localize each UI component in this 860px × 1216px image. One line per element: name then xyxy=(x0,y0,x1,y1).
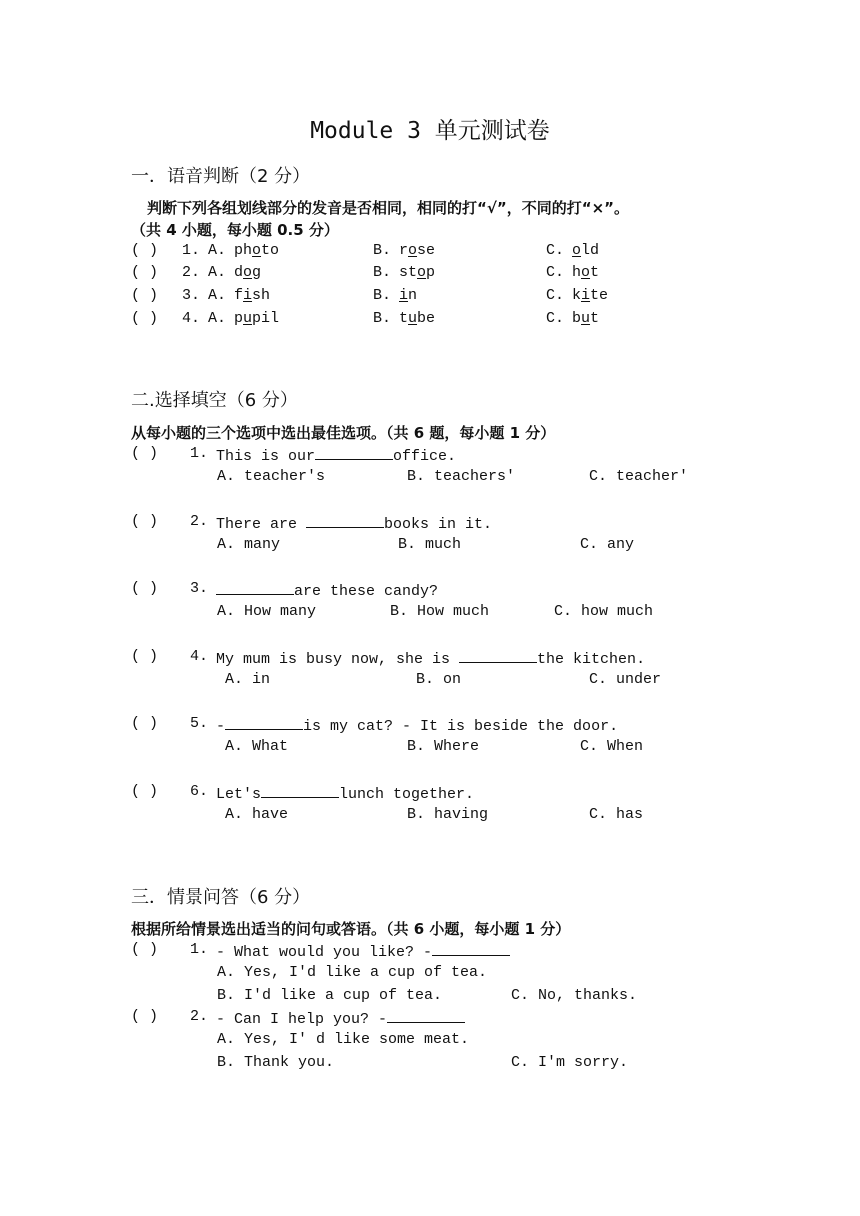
option-label: C. xyxy=(546,287,565,304)
option-word-c: old xyxy=(572,242,600,259)
underlined-letter: o xyxy=(408,242,418,259)
option-word-b: tube xyxy=(399,310,436,327)
answer-blank[interactable] xyxy=(225,715,303,730)
question-text: - Can I help you? - xyxy=(216,1008,465,1028)
option-a: A. teacher's xyxy=(217,468,326,485)
option-word-c: kite xyxy=(572,287,609,304)
option-a: A. have xyxy=(225,806,289,823)
option-c: C. When xyxy=(580,738,644,755)
underlined-letter: o xyxy=(417,264,427,281)
answer-paren: ( ) xyxy=(131,242,159,259)
answer-blank[interactable] xyxy=(459,648,537,663)
underlined-letter: u xyxy=(581,310,591,327)
question-number: 2. xyxy=(190,513,209,530)
section3-heading: 三．情景问答（6 分） xyxy=(131,887,311,908)
option-word-c: but xyxy=(572,310,600,327)
option-label: A. xyxy=(208,287,227,304)
answer-paren: ( ) xyxy=(131,445,159,462)
section3-instruction: 根据所给情景选出适当的问句或答语。（共 6 小题，每小题 1 分） xyxy=(131,920,571,938)
answer-blank[interactable] xyxy=(432,941,510,956)
option-b: B. Thank you. xyxy=(217,1054,335,1071)
option-c: C. how much xyxy=(554,603,654,620)
answer-blank[interactable] xyxy=(306,513,384,528)
question-number: 4. xyxy=(182,310,201,327)
question-text: - What would you like? - xyxy=(216,941,510,961)
answer-paren: ( ) xyxy=(131,941,159,958)
option-b: B. on xyxy=(416,671,462,688)
underlined-letter: o xyxy=(581,264,591,281)
section2-instruction: 从每小题的三个选项中选出最佳选项。（共 6 题，每小题 1 分） xyxy=(131,424,556,442)
question-text: - is my cat? - It is beside the door. xyxy=(216,715,618,735)
option-b: B. much xyxy=(398,536,462,553)
answer-paren: ( ) xyxy=(131,648,159,665)
option-a: A. What xyxy=(225,738,289,755)
section1-instruction-line2: （共 4 小题，每小题 0.5 分） xyxy=(131,221,339,239)
answer-blank[interactable] xyxy=(261,783,339,798)
question-number: 1. xyxy=(190,445,209,462)
option-b: B. Where xyxy=(407,738,480,755)
option-a: A. How many xyxy=(217,603,317,620)
question-number: 2. xyxy=(190,1008,209,1025)
option-word-b: in xyxy=(399,287,418,304)
question-number: 4. xyxy=(190,648,209,665)
question-number: 6. xyxy=(190,783,209,800)
answer-paren: ( ) xyxy=(131,715,159,732)
option-c: C. has xyxy=(589,806,644,823)
question-text: This is our office. xyxy=(216,445,456,465)
option-c: C. I'm sorry. xyxy=(511,1054,629,1071)
answer-paren: ( ) xyxy=(131,310,159,327)
option-word-a: photo xyxy=(234,242,280,259)
question-text: My mum is busy now, she is the kitchen. xyxy=(216,648,645,668)
section2-heading: 二.选择填空（6 分） xyxy=(131,390,298,411)
question-number: 5. xyxy=(190,715,209,732)
answer-paren: ( ) xyxy=(131,1008,159,1025)
option-word-c: hot xyxy=(572,264,600,281)
question-number: 2. xyxy=(182,264,201,281)
underlined-letter: u xyxy=(243,310,253,327)
underlined-letter: i xyxy=(581,287,591,304)
option-word-a: fish xyxy=(234,287,271,304)
option-word-b: rose xyxy=(399,242,436,259)
answer-paren: ( ) xyxy=(131,783,159,800)
underlined-letter: o xyxy=(252,242,262,259)
option-label: B. xyxy=(373,310,392,327)
underlined-letter: i xyxy=(243,287,253,304)
option-label: C. xyxy=(546,242,565,259)
question-number: 1. xyxy=(190,941,209,958)
option-b: B. having xyxy=(407,806,489,823)
option-label: A. xyxy=(208,242,227,259)
answer-blank[interactable] xyxy=(315,445,393,460)
option-label: B. xyxy=(373,287,392,304)
underlined-letter: u xyxy=(408,310,418,327)
option-label: C. xyxy=(546,310,565,327)
option-c: C. teacher' xyxy=(589,468,689,485)
underlined-letter: o xyxy=(572,242,582,259)
option-a: A. many xyxy=(217,536,281,553)
question-number: 1. xyxy=(182,242,201,259)
answer-blank[interactable] xyxy=(216,580,294,595)
question-text: There are books in it. xyxy=(216,513,492,533)
answer-paren: ( ) xyxy=(131,513,159,530)
page-title: Module 3 单元测试卷 xyxy=(310,118,550,144)
option-word-a: pupil xyxy=(234,310,280,327)
option-word-b: stop xyxy=(399,264,436,281)
underlined-letter: i xyxy=(399,287,409,304)
option-b: B. I'd like a cup of tea. xyxy=(217,987,443,1004)
section1-instruction-line1: 判断下列各组划线部分的发音是否相同，相同的打“√”，不同的打“×”。 xyxy=(147,199,630,217)
option-c: C. No, thanks. xyxy=(511,987,638,1004)
answer-paren: ( ) xyxy=(131,264,159,281)
option-c: C. any xyxy=(580,536,635,553)
option-label: C. xyxy=(546,264,565,281)
question-text: Let's lunch together. xyxy=(216,783,474,803)
option-a: A. Yes, I' d like some meat. xyxy=(217,1031,470,1048)
question-text: are these candy? xyxy=(216,580,438,600)
option-b: B. teachers' xyxy=(407,468,516,485)
option-a: A. Yes, I'd like a cup of tea. xyxy=(217,964,488,981)
underlined-letter: o xyxy=(243,264,253,281)
option-a: A. in xyxy=(225,671,271,688)
option-label: B. xyxy=(373,242,392,259)
answer-paren: ( ) xyxy=(131,580,159,597)
answer-paren: ( ) xyxy=(131,287,159,304)
answer-blank[interactable] xyxy=(387,1008,465,1023)
option-c: C. under xyxy=(589,671,662,688)
section1-heading: 一．语音判断（2 分） xyxy=(131,166,311,187)
question-number: 3. xyxy=(190,580,209,597)
option-label: A. xyxy=(208,264,227,281)
option-b: B. How much xyxy=(390,603,490,620)
question-number: 3. xyxy=(182,287,201,304)
option-label: B. xyxy=(373,264,392,281)
option-word-a: dog xyxy=(234,264,262,281)
option-label: A. xyxy=(208,310,227,327)
